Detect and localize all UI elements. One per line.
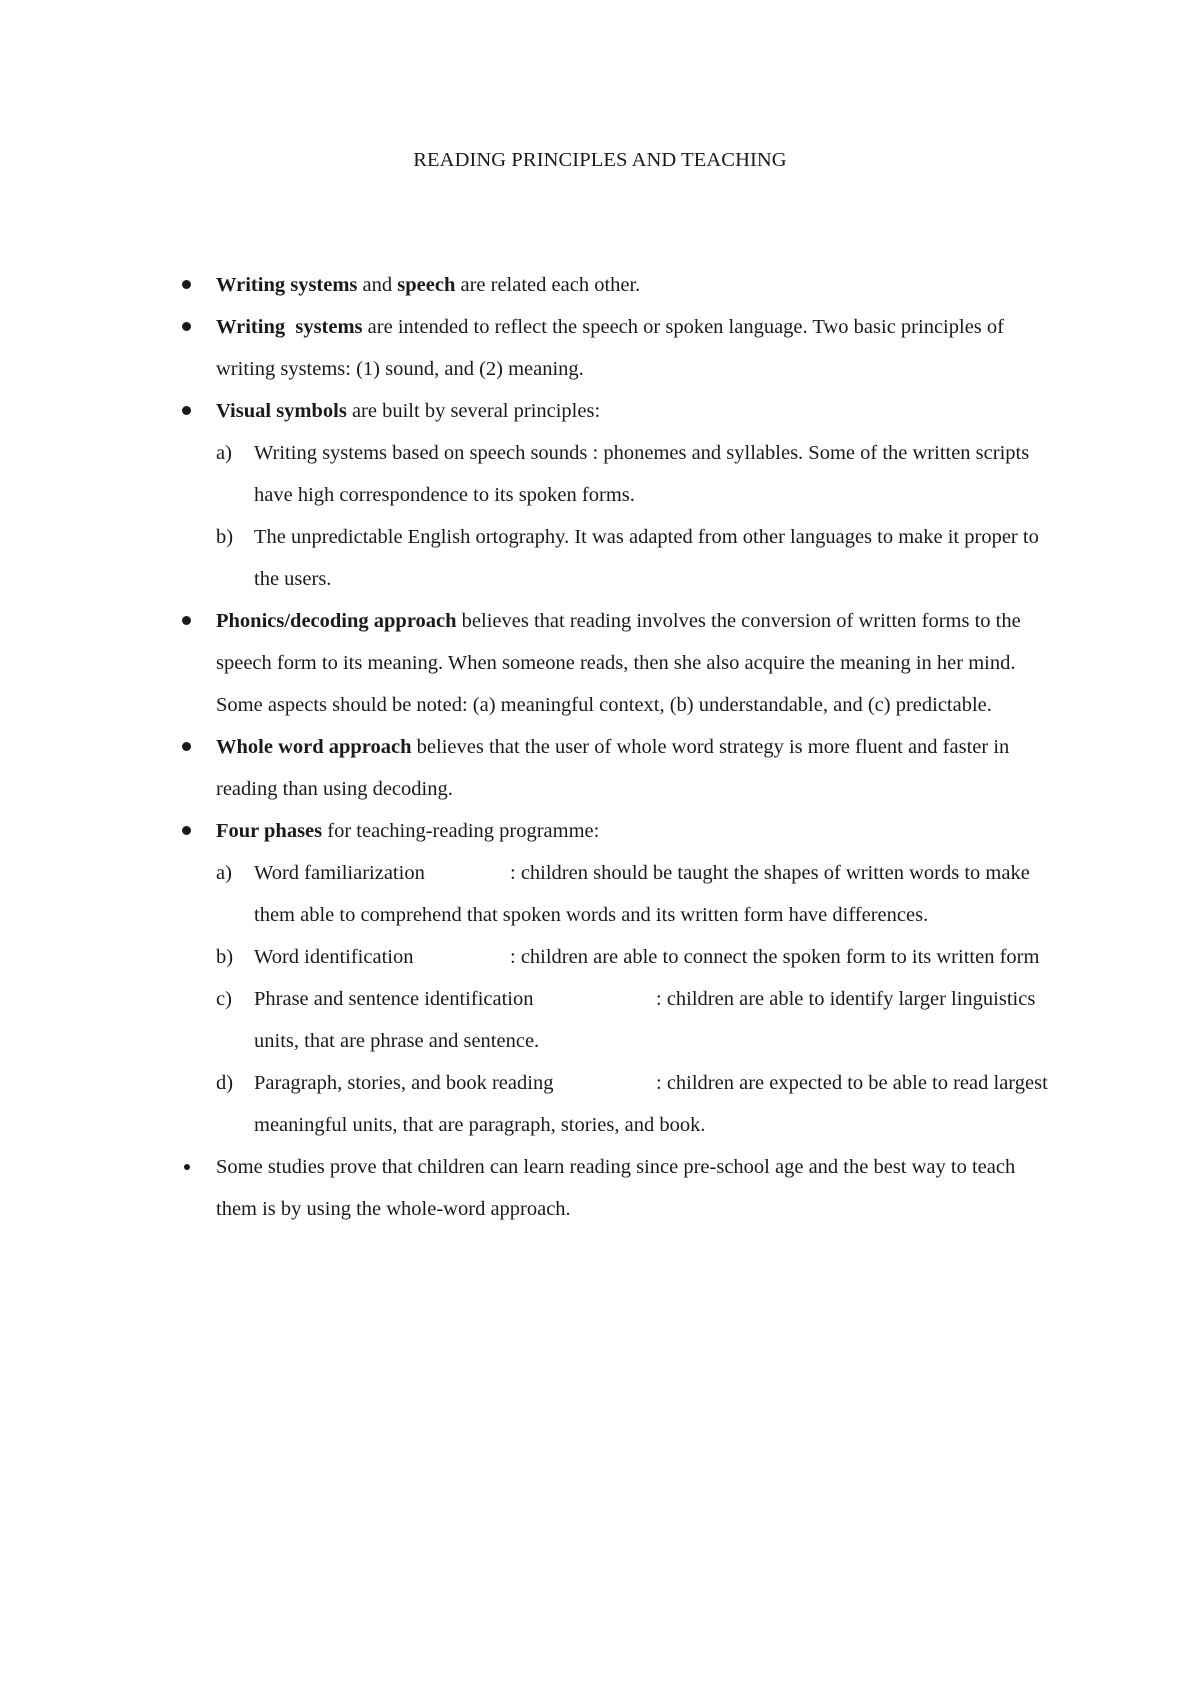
sub-item bbox=[0, 936, 1048, 978]
sub-item-letter: b) bbox=[216, 946, 234, 968]
bullet-text: are related each other. bbox=[455, 274, 641, 296]
document-body bbox=[0, 264, 1200, 1230]
bold-term: speech bbox=[397, 274, 456, 296]
bullet-text: believes that the user of whole word strategy is more fluent and faster in reading than using decoding. bbox=[216, 736, 1010, 800]
bold-term: Writing systems bbox=[216, 274, 358, 296]
bullet-item bbox=[0, 306, 1048, 390]
bullet-text: and bbox=[357, 274, 398, 296]
sub-item bbox=[0, 978, 1048, 1062]
bold-term: Visual symbols bbox=[216, 400, 347, 422]
bullet-text: are built by several principles: bbox=[346, 400, 601, 422]
bold-term: Four phases bbox=[216, 820, 323, 842]
bold-term: Whole word approach bbox=[216, 736, 412, 758]
bullet-icon bbox=[182, 826, 191, 835]
sub-item-letter: b) bbox=[216, 526, 234, 548]
sub-item bbox=[0, 1062, 1048, 1146]
bullet-item bbox=[0, 390, 1048, 432]
bullet-text: believes that reading involves the conversion of written forms to the speech form to its meaning. When someone reads, then she also acquire the meaning in her mind. Some aspects should be noted: (a) meaningful context, (b) understandable, and (c) predictable. bbox=[216, 610, 1021, 716]
bold-term: Phonics/decoding approach bbox=[216, 610, 457, 632]
sub-item-text: Writing systems based on speech sounds : phonemes and syllables. Some of the written scripts have high correspondence to its spoken forms. bbox=[254, 442, 1030, 506]
bullet-text: Some studies prove that children can learn reading since pre-school age and the best way to teach them is by using the whole-word approach. bbox=[216, 1156, 1016, 1220]
sub-item-text: : children are able to connect the spoken form to its written form bbox=[510, 946, 1040, 968]
bullet-item bbox=[0, 810, 1048, 852]
bullet-item bbox=[0, 600, 1048, 726]
sub-item-text: : children are able to identify larger linguistics units, that are phrase and sentence. bbox=[254, 988, 1036, 1052]
sub-item-text: : children are expected to be able to read largest meaningful units, that are paragraph, stories, and book. bbox=[254, 1072, 1048, 1136]
document-title: READING PRINCIPLES AND TEACHING bbox=[413, 149, 787, 171]
sub-item-letter: d) bbox=[216, 1072, 234, 1094]
sub-item-letter: a) bbox=[216, 442, 232, 464]
bullet-text: are intended to reflect the speech or spoken language. Two basic principles of writing systems: (1) sound, and (2) meaning. bbox=[216, 316, 1004, 380]
bullet-icon bbox=[182, 616, 191, 625]
sub-item-term: Phrase and sentence identification bbox=[254, 988, 534, 1010]
sub-item-term: Word identification bbox=[254, 946, 414, 968]
sub-item bbox=[0, 516, 1048, 600]
sub-item-text: : children should be taught the shapes of written words to make them able to comprehend that spoken words and its written form have differences. bbox=[254, 862, 1030, 926]
bullet-item bbox=[0, 1146, 1048, 1230]
sub-item-letter: c) bbox=[216, 988, 232, 1010]
bullet-icon bbox=[182, 406, 191, 415]
bullet-item bbox=[0, 264, 1048, 306]
bullet-icon bbox=[182, 742, 191, 751]
bold-term: Writing systems bbox=[216, 316, 363, 338]
bullet-icon bbox=[182, 322, 191, 331]
bullet-item bbox=[0, 726, 1048, 810]
sub-item bbox=[0, 852, 1048, 936]
bullet-icon bbox=[182, 280, 191, 289]
bullet-icon bbox=[184, 1164, 190, 1170]
sub-item-text: The unpredictable English ortography. It was adapted from other languages to make it proper to the users. bbox=[254, 526, 1039, 590]
sub-item-letter: a) bbox=[216, 862, 232, 884]
bullet-text: for teaching-reading programme: bbox=[322, 820, 600, 842]
sub-item-term: Paragraph, stories, and book reading bbox=[254, 1072, 554, 1094]
sub-item-term: Word familiarization bbox=[254, 862, 425, 884]
sub-item bbox=[0, 432, 1048, 516]
